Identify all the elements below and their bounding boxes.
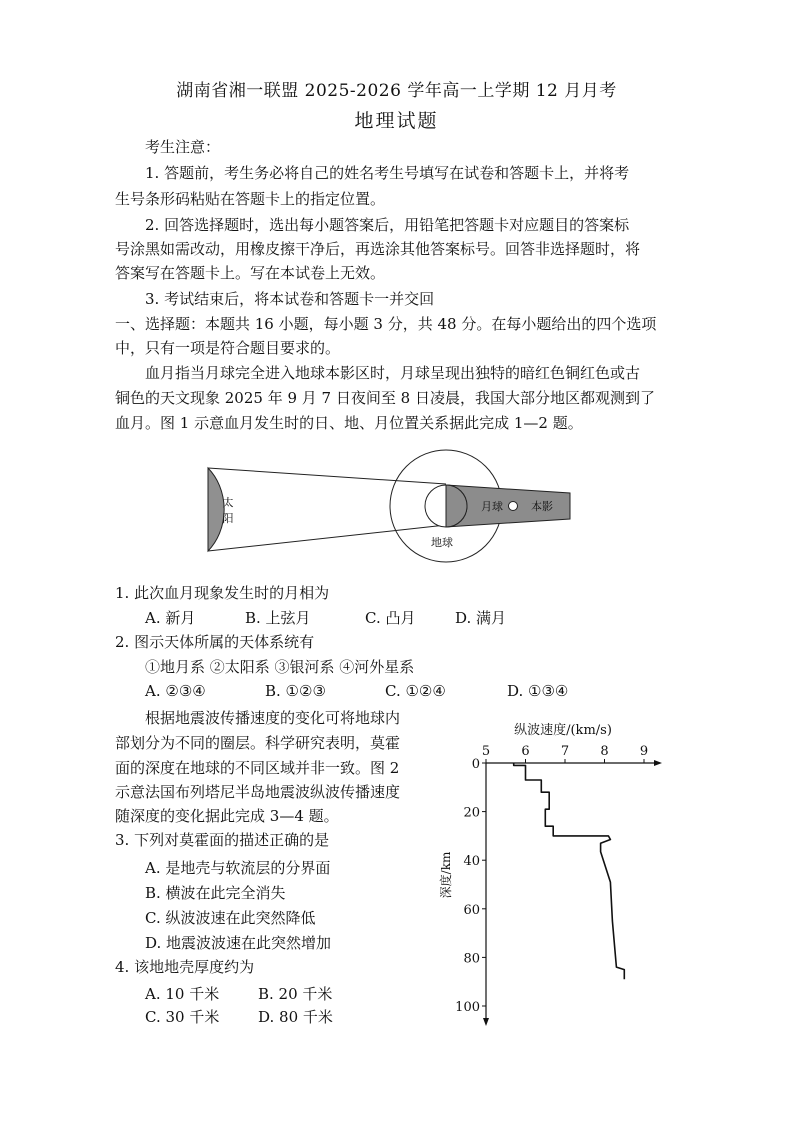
page-subtitle: 地理试题 [354,110,439,132]
q1-stem: 1. 此次血月现象发生时的月相为 [115,584,330,602]
q2-option-b: B. ①②③ [265,682,326,700]
chart-ticks [455,744,648,1015]
moon-label: 月球 [481,500,503,513]
q3-option-d: D. 地震波波速在此突然增加 [145,934,332,952]
q3-option-b: B. 横波在此完全消失 [145,884,286,902]
x-tick-label: 6 [521,744,530,759]
q4-option-b: B. 20 千米 [258,985,333,1003]
y-tick-label: 0 [471,757,480,772]
tangent-line-bottom [208,525,446,551]
chart-axes [483,760,662,1026]
q3-option-c: C. 纵波波速在此突然降低 [145,909,316,927]
notice-item3: 3. 考试结束后，将本试卷和答题卡一并交回 [145,290,435,308]
q2-option-d: D. ①③④ [507,682,569,700]
q3-option-a: A. 是地壳与软流层的分界面 [145,859,331,877]
q1-option-c: C. 凸月 [365,609,416,627]
q4-option-a: A. 10 千米 [145,985,220,1003]
notice-heading: 考生注意： [145,138,221,156]
figure1-diagram [200,440,580,575]
umbra-label: 本影 [531,500,553,513]
passage1-line1: 血月指当月球完全进入地球本影区时，月球呈现出独特的暗红色铜红色或古 [145,364,641,382]
q2-option-c: C. ①②④ [385,682,446,700]
q4-stem: 4. 该地地壳厚度约为 [115,958,255,976]
q2-stem: 2. 图示天体所属的天体系统有 [115,633,315,651]
figure2-chart [430,715,680,1030]
q3-stem: 3. 下列对莫霍面的描述正确的是 [115,831,330,849]
section1-line1: 一、选择题：本题共 16 小题，每小题 3 分，共 48 分。在每小题给出的四个选项 [115,315,657,333]
passage2-line2: 部划分为不同的圈层。科学研究表明，莫霍 [115,734,401,752]
passage2-line3: 面的深度在地球的不同区域并非一致。图 2 [115,759,400,777]
y-tick-label: 60 [463,902,480,918]
section1-line2: 中，只有一项是符合题目要求的。 [115,339,341,357]
notice-item1-line1: 1. 答题前，考生务必将自己的姓名考生号填写在试卷和答题卡上，并将考 [145,164,630,182]
notice-item2-line3: 答案写在答题卡上。写在本试卷上无效。 [115,264,386,282]
sun-label-2: 阳 [222,512,234,525]
q2-option-a: A. ②③④ [145,682,206,700]
notice-item1-line2: 生号条形码粘贴在答题卡上的指定位置。 [115,190,386,208]
passage2-line1: 根据地震波传播速度的变化可将地球内 [145,709,401,727]
passage1-line2: 铜色的天文现象 2025 年 9 月 7 日夜间至 8 日凌晨，我国大部分地区都观测到了 [115,389,655,407]
q4-option-c: C. 30 千米 [145,1008,220,1026]
q1-option-d: D. 满月 [455,609,507,627]
earth-label: 地球 [431,536,453,549]
q1-option-a: A. 新月 [145,609,196,627]
passage2-line4: 示意法国布列塔尼半岛地震波纵波传播速度 [115,783,401,801]
q1-option-b: B. 上弦月 [245,609,311,627]
velocity-profile-line [514,763,625,979]
x-tick-label: 7 [560,744,570,759]
notice-item2-line2: 号涂黑如需改动，用橡皮擦干净后，再选涂其他答案标号。回答非选择题时，将 [115,240,641,258]
sun-label-1: 太 [222,496,234,509]
chart-series [514,763,625,979]
q2-options-line: ①地月系 ②太阳系 ③银河系 ④河外星系 [145,658,415,676]
y-tick-label: 20 [463,805,480,821]
chart-y-axis-label: 深度/km [439,851,453,899]
sun-shape [208,468,224,551]
tangent-line-top [208,468,446,484]
moon-shape [509,502,518,511]
y-tick-label: 100 [455,1000,480,1015]
y-tick-label: 80 [463,951,480,967]
page-title: 湖南省湘一联盟 2025-2026 学年高一上学期 12 月月考 [176,81,617,101]
chart-x-axis-label: 纵波速度/(km/s) [514,723,612,738]
notice-item2-line1: 2. 回答选择题时，选出每小题答案后，用铅笔把答题卡对应题目的答案标 [145,216,630,234]
passage2-line5: 随深度的变化据此完成 3—4 题。 [115,807,339,825]
y-tick-label: 40 [463,854,480,870]
x-tick-label: 9 [639,744,649,759]
q4-option-d: D. 80 千米 [258,1008,333,1026]
x-tick-label: 8 [600,744,609,759]
x-tick-label: 5 [481,744,491,759]
passage1-line3: 血月。图 1 示意血月发生时的日、地、月位置关系据此完成 1—2 题。 [115,414,583,432]
